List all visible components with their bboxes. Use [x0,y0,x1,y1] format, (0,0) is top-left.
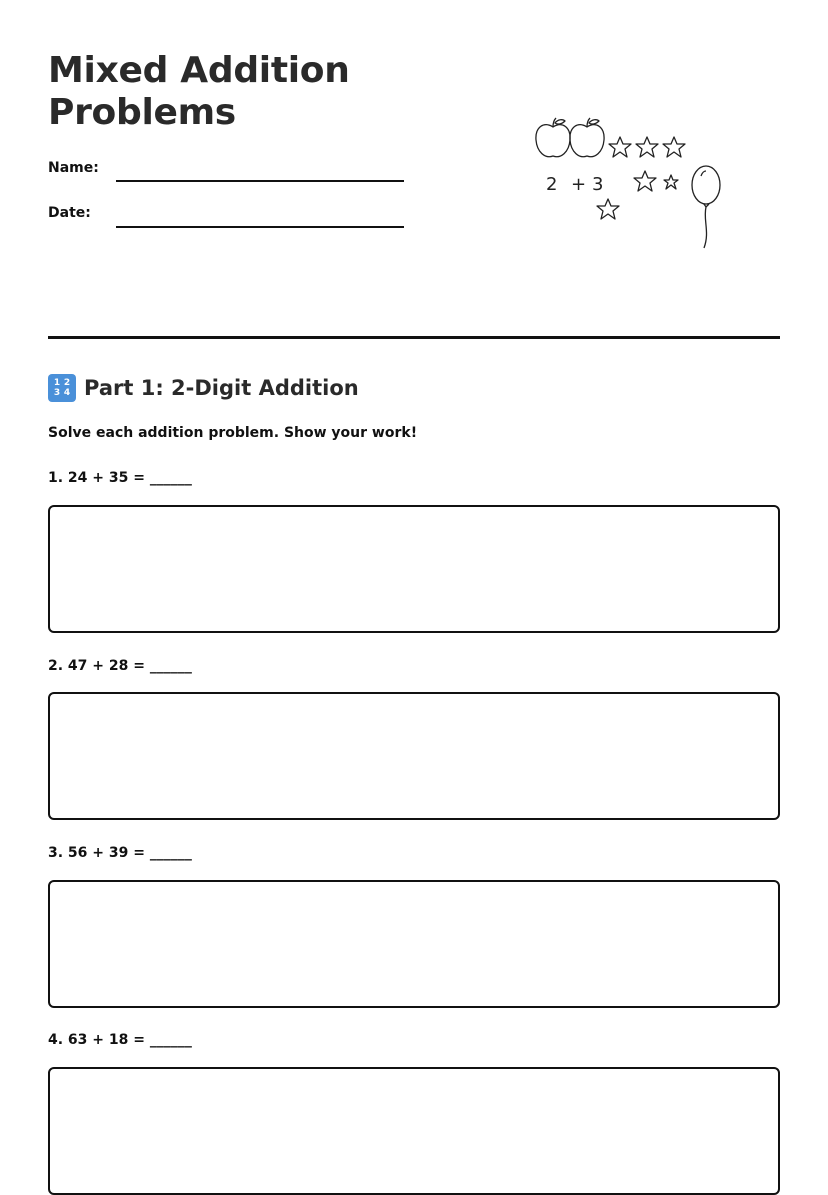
star-icon [609,137,631,157]
equation-right: 3 [592,174,604,195]
clipart-illustration [520,110,740,255]
section-heading [48,374,359,402]
work-area[interactable] [48,1067,780,1195]
equation-left: 2 [546,174,558,195]
star-icon [597,199,619,219]
work-area[interactable] [48,505,780,633]
problem-label: 2. 47 + 28 = ______ [48,658,192,674]
apple-icon [570,118,604,157]
problem-label: 4. 63 + 18 = ______ [48,1032,192,1048]
work-area[interactable] [48,880,780,1008]
section-divider [48,336,780,339]
date-field[interactable] [116,226,404,228]
work-area[interactable] [48,692,780,820]
star-icon [664,175,678,189]
numbers-icon-digit: 2 [63,378,71,388]
numbers-icon-digit: 1 [53,378,61,388]
star-icon [636,137,658,157]
name-field[interactable] [116,180,404,182]
numbers-icon-digit: 4 [63,388,71,398]
equation-operator: + [571,174,587,195]
section-heading-text: Part 1: 2-Digit Addition [84,376,359,400]
star-icon [634,171,656,191]
apple-icon [536,118,570,157]
instructions: Solve each addition problem. Show your work! [48,425,418,441]
balloon-icon [692,166,720,248]
problem-label: 3. 56 + 39 = ______ [48,845,192,861]
numbers-icon-digit: 3 [53,388,61,398]
star-icon [663,137,685,157]
date-label: Date: [48,205,91,221]
problem-label: 1. 24 + 35 = ______ [48,470,192,486]
worksheet-title: Mixed Addition Problems [48,50,350,133]
numbers-icon [48,374,76,402]
name-label: Name: [48,160,99,176]
